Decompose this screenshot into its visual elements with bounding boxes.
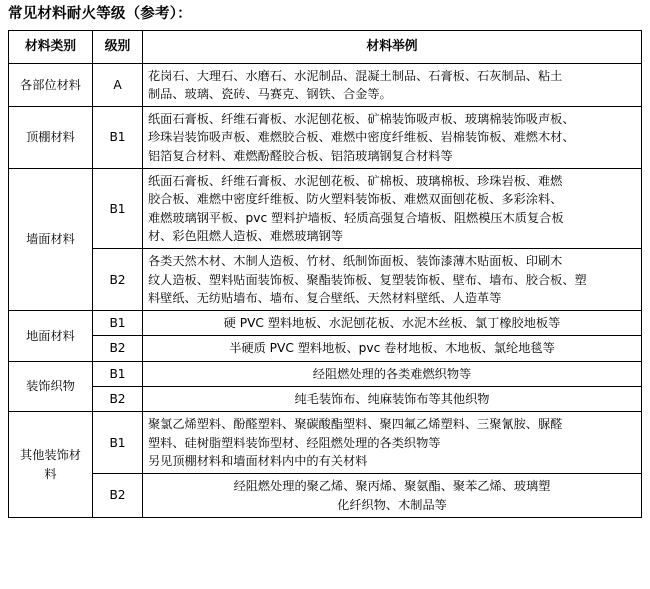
table-row bbox=[9, 412, 642, 474]
cell-grade: B1 bbox=[93, 311, 143, 336]
table-row bbox=[9, 387, 642, 412]
example-line: 胶合板、难燃中密度纤维板、防火塑料装饰板、难燃双面刨花板、多彩涂料、 bbox=[148, 192, 563, 207]
cell-grade: A bbox=[93, 63, 143, 107]
example-line: 珍珠岩装饰吸声板、难燃胶合板、难燃中密度纤维板、岩棉装饰板、难燃木材、 bbox=[148, 130, 575, 145]
example-line: 半硬质 PVC 塑料地板、pvc 卷材地板、木地板、氯纶地毯等 bbox=[229, 341, 555, 356]
cell-examples bbox=[143, 387, 642, 412]
example-line: 料壁纸、无纺贴墙布、墙布、复合壁纸、天然材料壁纸、人造革等 bbox=[148, 290, 502, 305]
example-line: 经阻燃处理的聚乙烯、聚丙烯、聚氨酯、聚苯乙烯、玻璃塑 bbox=[233, 479, 551, 494]
example-line: 各类天然木材、木制人造板、竹材、纸制饰面板、装饰漆薄木贴面板、印刷木 bbox=[148, 254, 563, 269]
cell-grade: B1 bbox=[93, 169, 143, 249]
table-row bbox=[9, 474, 642, 518]
cell-grade: B1 bbox=[93, 107, 143, 169]
cell-category: 顶棚材料 bbox=[9, 107, 93, 169]
cell-category: 其他装饰材料 bbox=[9, 412, 93, 517]
cell-category: 装饰织物 bbox=[9, 361, 93, 412]
cell-examples bbox=[143, 311, 642, 336]
cell-examples bbox=[143, 169, 642, 249]
cell-grade: B2 bbox=[93, 387, 143, 412]
table-header bbox=[9, 31, 642, 63]
cell-grade: B2 bbox=[93, 474, 143, 518]
cell-grade: B1 bbox=[93, 361, 143, 386]
example-line: 塑料、硅树脂塑料装饰型材、经阻燃处理的各类织物等 bbox=[148, 435, 441, 450]
example-line: 经阻燃处理的各类难燃织物等 bbox=[312, 366, 472, 381]
example-line: 纹人造板、塑料贴面装饰板、聚酯装饰板、复塑装饰板、壁布、墙布、胶合板、塑 bbox=[148, 272, 587, 287]
example-line: 花岗石、大理石、水磨石、水泥制品、混凝土制品、石膏板、石灰制品、粘土 bbox=[148, 68, 563, 83]
cell-grade: B1 bbox=[93, 412, 143, 474]
table-row bbox=[9, 169, 642, 249]
fire-rating-table bbox=[8, 30, 642, 517]
cell-category: 墙面材料 bbox=[9, 169, 93, 311]
table-row bbox=[9, 361, 642, 386]
table-body bbox=[9, 63, 642, 517]
cell-examples bbox=[143, 336, 642, 361]
cell-examples bbox=[143, 474, 642, 518]
example-line: 纸面石膏板、纤维石膏板、水泥刨花板、矿棉板、玻璃棉板、珍珠岩板、难燃 bbox=[148, 174, 563, 189]
page-title: 常见材料耐火等级（参考）： bbox=[8, 6, 192, 22]
example-line: 材、彩色阻燃人造板、难燃玻璃钢等 bbox=[148, 228, 343, 243]
table-header-row bbox=[9, 31, 642, 63]
example-line: 铝箔复合材料、难燃酚醛胶合板、铝箔玻璃钢复合材料等 bbox=[148, 148, 453, 163]
example-line: 另见顶棚材料和墙面材料内中的有关材料 bbox=[148, 453, 368, 468]
cell-examples bbox=[143, 249, 642, 311]
example-line: 硬 PVC 塑料地板、水泥刨花板、水泥木丝板、氯丁橡胶地板等 bbox=[223, 316, 561, 331]
cell-examples bbox=[143, 361, 642, 386]
table-row bbox=[9, 63, 642, 107]
column-header-examples: 材料举例 bbox=[143, 31, 642, 63]
table-row bbox=[9, 311, 642, 336]
cell-grade: B2 bbox=[93, 336, 143, 361]
column-header-grade: 级别 bbox=[93, 31, 143, 63]
cell-category: 各部位材料 bbox=[9, 63, 93, 107]
example-line: 聚氯乙烯塑料、酚醛塑料、聚碳酸酯塑料、聚四氟乙烯塑料、三聚氰胺、脲醛 bbox=[148, 417, 563, 432]
column-header-category: 材料类别 bbox=[9, 31, 93, 63]
cell-examples bbox=[143, 107, 642, 169]
cell-category: 地面材料 bbox=[9, 311, 93, 362]
table-row bbox=[9, 336, 642, 361]
cell-examples bbox=[143, 63, 642, 107]
example-line: 纸面石膏板、纤维石膏板、水泥刨花板、矿棉装饰吸声板、玻璃棉装饰吸声板、 bbox=[148, 112, 575, 127]
table-row bbox=[9, 107, 642, 169]
example-line: 难燃玻璃钢平板、pvc 塑料护墙板、轻质高强复合墙板、阻燃模压木质复合板 bbox=[148, 210, 564, 225]
cell-examples bbox=[143, 412, 642, 474]
example-line: 化纤织物、木制品等 bbox=[337, 497, 447, 512]
table-row bbox=[9, 249, 642, 311]
example-line: 制品、玻璃、瓷砖、马赛克、钢铁、合金等。 bbox=[148, 86, 392, 101]
example-line: 纯毛装饰布、纯麻装饰布等其他织物 bbox=[294, 392, 490, 407]
cell-grade: B2 bbox=[93, 249, 143, 311]
